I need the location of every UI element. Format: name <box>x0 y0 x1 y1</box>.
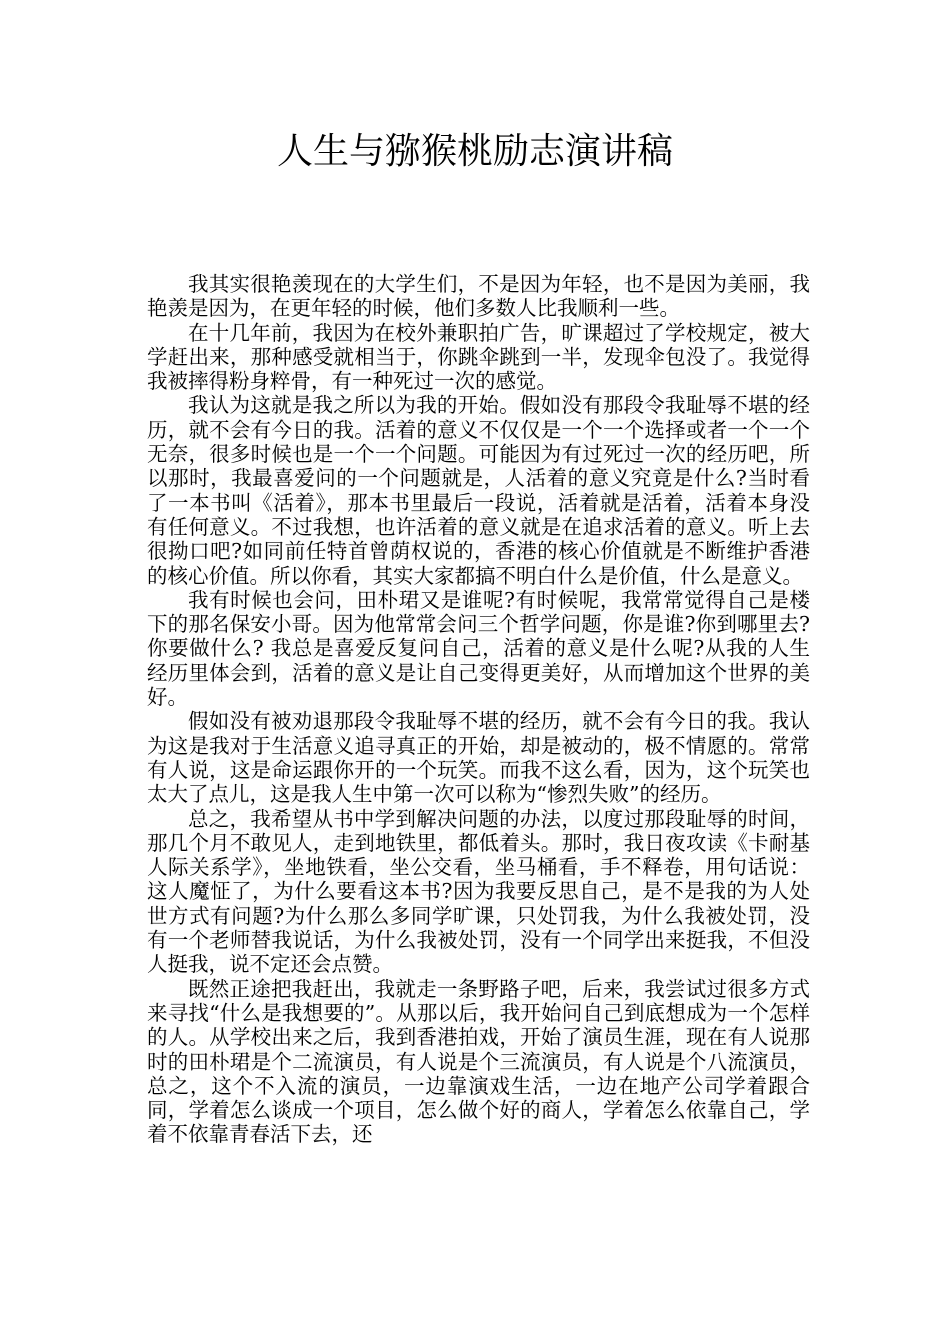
paragraph: 总之，我希望从书中学到解决问题的办法，以度过那段耻辱的时间，那几个月不敢见人，走到地铁里，都低着头。那时，我日夜攻读《卡耐基人际关系学》，坐地铁看，坐公交看，坐马桶看，手不释卷，用句话说：这人魔怔了，为什么要看这本书?因为我要反思自己，是不是我的为人处世方式有问题?为什么那么多同学旷课，只处罚我，为什么我被处罚，没有一个老师替我说话，为什么我被处罚，没有一个同学出来挺我，不但没人挺我，说不定还会点赞。 <box>147 806 810 977</box>
paragraph: 我有时候也会问，田朴珺又是谁呢?有时候呢，我常常觉得自己是楼下的那名保安小哥。因为他常常会问三个哲学问题，你是谁?你到哪里去?你要做什么? 我总是喜爱反复问自己，活着的意义是什么呢?从我的人生经历里体会到，活着的意义是让自己变得更美好，从而增加这个世界的美好。 <box>147 587 810 710</box>
document-body <box>147 272 810 1147</box>
paragraph: 假如没有被劝退那段令我耻辱不堪的经历，就不会有今日的我。我认为这是我对于生活意义追寻真正的开始，却是被动的，极不情愿的。常常有人说，这是命运跟你开的一个玩笑。而我不这么看，因为，这个玩笑也太大了点儿，这是我人生中第一次可以称为“惨烈失败”的经历。 <box>147 709 810 807</box>
paragraph: 既然正途把我赶出，我就走一条野路子吧，后来，我尝试过很多方式来寻找“什么是我想要的”。从那以后，我开始问自己到底想成为一个怎样的人。从学校出来之后，我到香港拍戏，开始了演员生涯，现在有人说那时的田朴珺是个二流演员，有人说是个三流演员，有人说是个八流演员，总之，这个不入流的演员，一边靠演戏生活，一边在地产公司学着跟合同，学着怎么谈成一个项目，怎么做个好的商人，学着怎么依靠自己，学着不依靠青春活下去，还 <box>147 976 810 1147</box>
paragraph: 我认为这就是我之所以为我的开始。假如没有那段令我耻辱不堪的经历，就不会有今日的我。活着的意义不仅仅是一个一个选择或者一个一个无奈，很多时候也是一个一个问题。可能因为有过死过一次的经历吧，所以那时，我最喜爱问的一个问题就是，人活着的意义究竟是什么?当时看了一本书叫《活着》，那本书里最后一段说，活着就是活着，活着本身没有任何意义。不过我想，也许活着的意义就是在追求活着的意义。听上去很拗口吧?如同前任特首曾荫权说的，香港的核心价值就是不断维护香港的核心价值。所以你看，其实大家都搞不明白什么是价值，什么是意义。 <box>147 393 810 588</box>
document-title: 人生与猕猴桃励志演讲稿 <box>276 131 673 172</box>
paragraph: 我其实很艳羡现在的大学生们，不是因为年轻，也不是因为美丽，我艳羡是因为，在更年轻的时候，他们多数人比我顺利一些。 <box>147 272 810 321</box>
paragraph: 在十几年前，我因为在校外兼职拍广告，旷课超过了学校规定，被大学赶出来，那种感受就相当于，你跳伞跳到一半，发现伞包没了。我觉得我被摔得粉身粹骨，有一种死过一次的感觉。 <box>147 320 810 394</box>
